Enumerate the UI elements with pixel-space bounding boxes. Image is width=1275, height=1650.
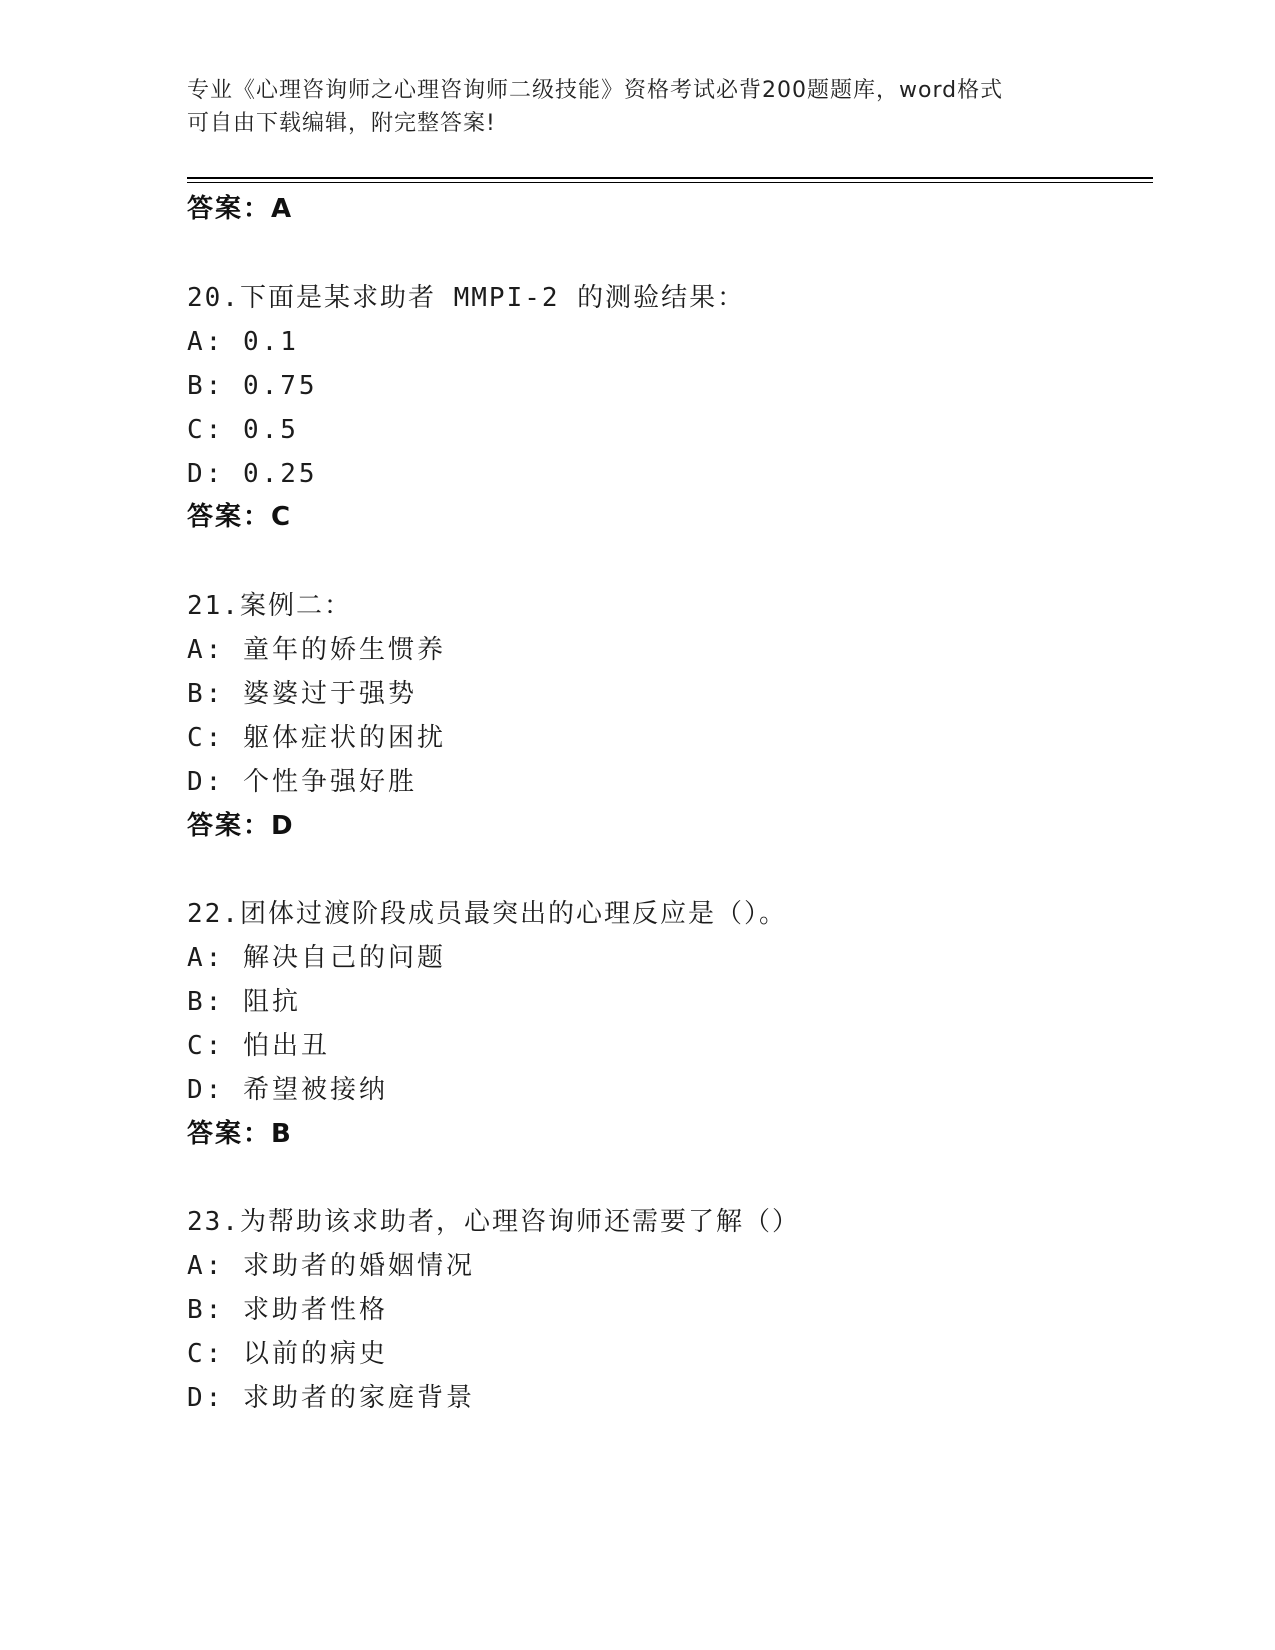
question-21: 21.案例二：: [187, 591, 352, 621]
question-21-option-a: A: 童年的娇生惯养: [187, 635, 446, 665]
question-22-option-b: B: 阻抗: [187, 987, 301, 1017]
question-23-option-d: D: 求助者的家庭背景: [187, 1383, 475, 1413]
question-20-option-b: B: 0.75: [187, 371, 318, 401]
previous-answer: 答案：A: [187, 194, 294, 224]
question-22-answer: 答案：B: [187, 1119, 293, 1149]
question-22: 22.团体过渡阶段成员最突出的心理反应是（）。: [187, 899, 787, 929]
question-23-option-a: A: 求助者的婚姻情况: [187, 1251, 475, 1281]
question-20-option-a: A: 0.1: [187, 327, 299, 357]
question-20-option-d: D: 0.25: [187, 459, 318, 489]
header-rule-thick: [187, 177, 1153, 179]
question-23: 23.为帮助该求助者，心理咨询师还需要了解（）: [187, 1207, 800, 1237]
header-line-1: 专业《心理咨询师之心理咨询师二级技能》资格考试必背200题题库，word格式: [187, 78, 1004, 103]
question-22-option-c: C: 怕出丑: [187, 1031, 330, 1061]
question-21-option-b: B: 婆婆过于强势: [187, 679, 417, 709]
header-rule-thin: [187, 182, 1153, 183]
question-22-option-a: A: 解决自己的问题: [187, 943, 446, 973]
question-20-option-c: C: 0.5: [187, 415, 299, 445]
question-20-answer: 答案：C: [187, 502, 293, 532]
question-21-answer: 答案：D: [187, 811, 295, 841]
question-23-option-c: C: 以前的病史: [187, 1339, 388, 1369]
question-20: 20.下面是某求助者 MMPI-2 的测验结果：: [187, 283, 746, 313]
header-line-2: 可自由下载编辑，附完整答案!: [187, 111, 496, 136]
document-header: [187, 74, 1087, 140]
question-21-option-d: D: 个性争强好胜: [187, 767, 417, 797]
question-22-option-d: D: 希望被接纳: [187, 1075, 388, 1105]
question-23-option-b: B: 求助者性格: [187, 1295, 388, 1325]
question-21-option-c: C: 躯体症状的困扰: [187, 723, 446, 753]
